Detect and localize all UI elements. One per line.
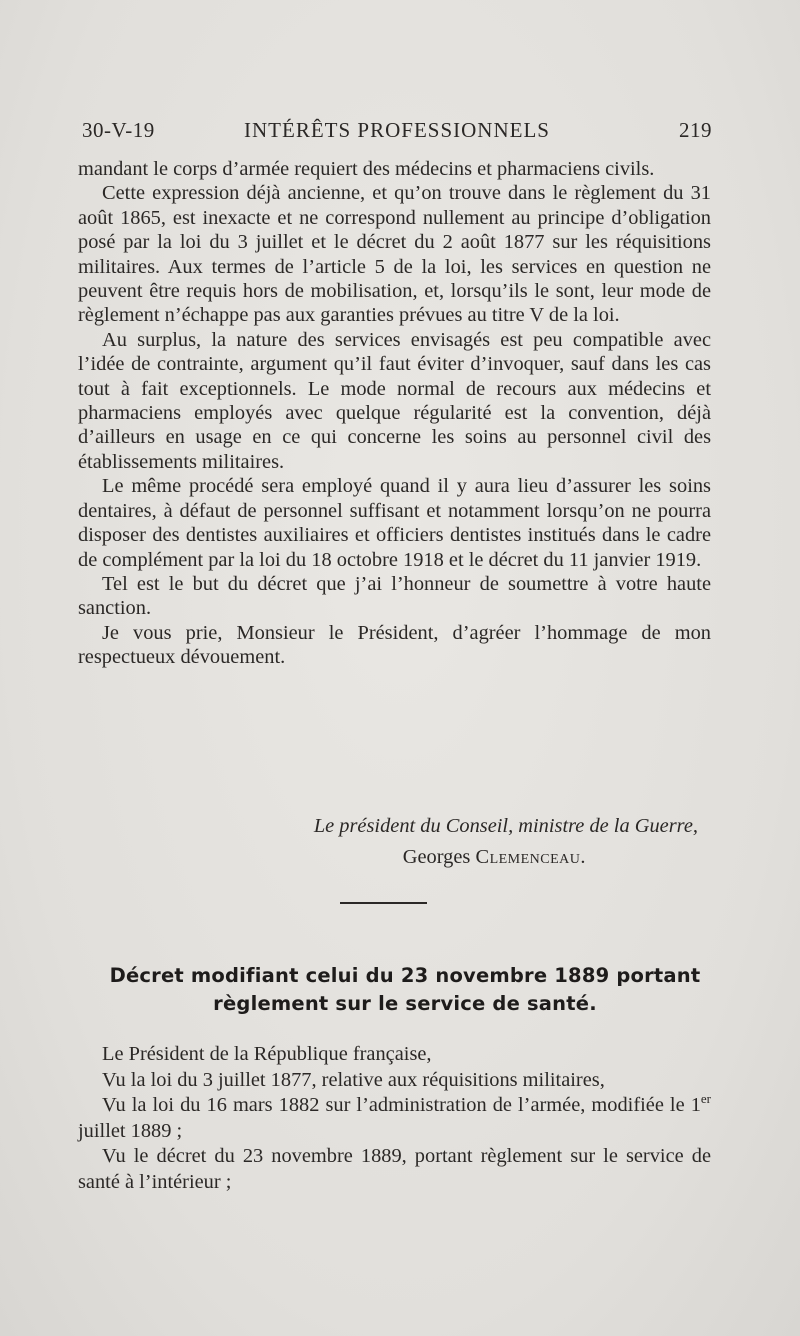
decree-text	[78, 1042, 711, 1195]
report-paragraph: mandant le corps d’armée requiert des médecins et pharmaciens civils.	[78, 158, 655, 180]
running-header	[82, 118, 712, 148]
header-title: INTÉRÊTS PROFESSIONNELS	[244, 118, 550, 142]
signature-block	[78, 811, 698, 873]
ordinal-superscript: er	[700, 1091, 711, 1107]
decree-paragraph: Vu la loi du 3 juillet 1877, relative aux réquisitions militaires,	[102, 1068, 605, 1091]
decree-text-part: juillet 1889 ;	[78, 1119, 183, 1142]
decree-title: Décret modifiant celui du 23 novembre 1889 portant règlement sur le service de santé.	[109, 964, 701, 1015]
decree-text-part: Vu la loi du 16 mars 1882 sur l’administration de l’armée, modifiée le 1	[102, 1094, 701, 1116]
header-date: 30-V-19	[82, 118, 155, 142]
report-paragraph: Cette expression déjà ancienne, et qu’on trouve dans le règlement du 31 août 1865, est inexacte et ne correspond nullement au principe d’obligation posé par la loi du 3 juillet et le décret du 2 août 1877 sur les réquisitions militaires. Aux termes de l’article 5 de la loi, les services en question ne peuvent être requis hors de mobilisation, et, lorsqu’ils le sont, leur mode de règlement n’échappe pas aux garanties prévues au titre V de la loi.	[78, 182, 711, 327]
decree-paragraph: Vu le décret du 23 novembre 1889, portant règlement sur le service de santé à l’intérieur ;	[78, 1145, 711, 1193]
report-text	[78, 157, 711, 670]
decree-paragraph	[78, 1093, 711, 1144]
section-divider	[340, 902, 427, 904]
decree-paragraph: Le Président de la République française,	[102, 1043, 432, 1065]
report-paragraph: Je vous prie, Monsieur le Président, d’agréer l’hommage de mon respectueux dévouement.	[78, 621, 711, 669]
page-number: 219	[679, 118, 712, 142]
signatory-last-name: Clemenceau.	[475, 846, 586, 868]
report-paragraph: Le même procédé sera employé quand il y aura lieu d’assurer les soins dentaires, à défaut de personnel suffisant et notamment lorsqu’on ne pourra disposer des dentistes auxiliaires et officiers dentistes institués dans le cadre de complément par la loi du 18 octobre 1918 et le décret du 11 janvier 1919.	[78, 475, 711, 571]
report-paragraph: Tel est le but du décret que j’ai l’honneur de soumettre à votre haute sanction.	[78, 572, 711, 620]
signatory-role: Le président du Conseil, ministre de la Guerre,	[313, 815, 698, 837]
signatory-name	[78, 842, 698, 873]
signatory-first-name: Georges	[402, 846, 471, 868]
report-paragraph: Au surplus, la nature des services envisagés est peu compatible avec l’idée de contrainte, argument qu’il faut éviter d’invoquer, sauf dans les cas tout à fait exceptionnels. Le mode normal de recours aux médecins et pharmaciens employés avec quelque régularité est la convention, déjà d’ailleurs en usage en ce qui concerne les soins au personnel civil des établissements militaires.	[78, 328, 711, 473]
